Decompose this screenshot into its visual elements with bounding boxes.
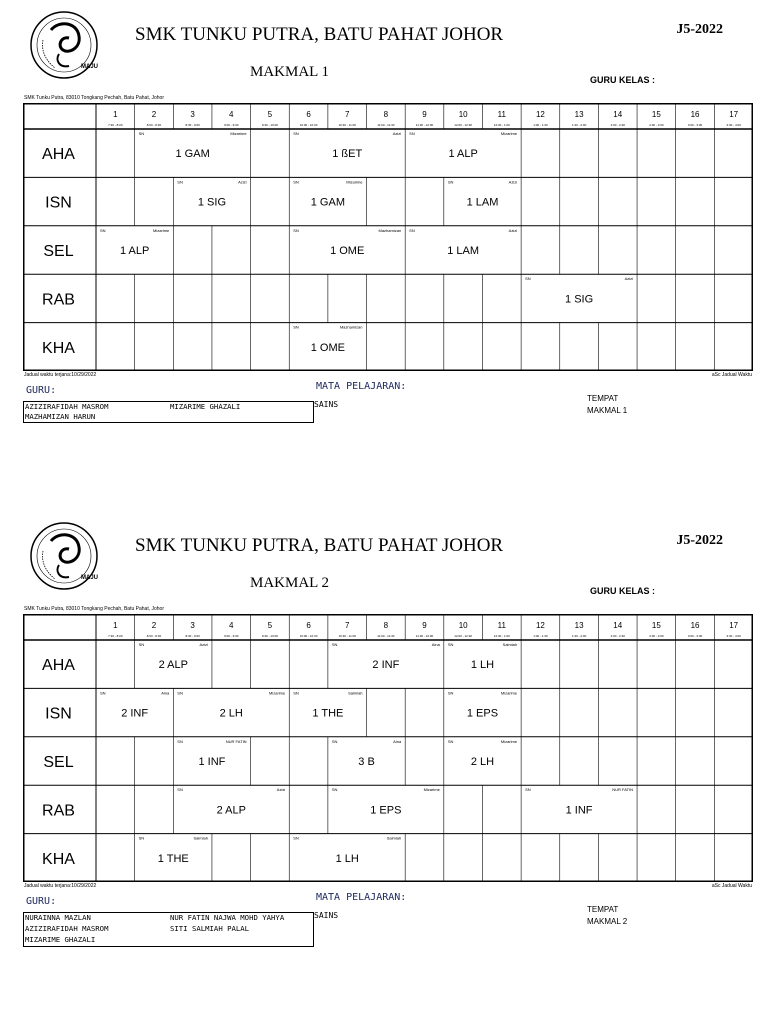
lesson-room-code: SN: [331, 642, 338, 647]
timetable-grid: [23, 614, 753, 882]
generated-date: Jadual waktu terjana:10/29/2022: [24, 372, 97, 378]
logo-text: MAJU: [81, 575, 99, 581]
day-label: AHA: [42, 657, 75, 675]
day-label: KHA: [42, 850, 75, 868]
period-time: 8:30 - 9:00: [185, 634, 200, 638]
period-time: 12:30 - 1:00: [493, 634, 510, 638]
lesson-class: 1 ALP: [119, 245, 150, 257]
period-number: 17: [729, 110, 739, 119]
guru-label: GURU:: [26, 896, 57, 907]
lesson-room-code: SN: [525, 276, 531, 282]
period-number: 12: [535, 621, 545, 630]
generated-date: Jadual waktu terjana:10/29/2022: [24, 883, 97, 889]
period-number: 15: [651, 621, 661, 630]
lesson-class: 1 SIG: [197, 196, 227, 209]
lesson-room-code: SN: [293, 179, 299, 185]
lesson-room-code: SN: [525, 787, 531, 793]
period-number: 1: [113, 110, 118, 119]
subject-name: SAINS: [314, 400, 339, 409]
period-number: 8: [383, 110, 389, 119]
period-number: 4: [229, 110, 234, 119]
school-name: SMK TUNKU PUTRA, BATU PAHAT JOHOR: [135, 24, 504, 45]
lesson-teacher: Salmiah: [502, 642, 518, 647]
timetable-code: J5-2022: [676, 22, 723, 37]
period-time: 3:00 - 3:30: [687, 634, 703, 638]
teacher-list: [23, 401, 314, 423]
period-number: 11: [497, 110, 506, 119]
period-number: 5: [267, 621, 273, 630]
period-time: 2:00 - 2:30: [610, 123, 625, 127]
lesson-room-code: SN: [177, 787, 183, 793]
period-time: 9:00 - 9:30: [224, 123, 239, 127]
lesson-teacher: Azizi: [276, 787, 286, 793]
software-credit: aSc Jadual Waktu: [711, 372, 752, 378]
period-number: 17: [729, 621, 739, 630]
period-time: 11:30 - 12:00: [415, 123, 434, 127]
lab-name: MAKMAL 1: [250, 64, 330, 80]
location-block: [587, 393, 627, 417]
subject-name: SAINS: [314, 911, 339, 920]
guru-label: GURU:: [26, 385, 57, 396]
lesson-room-code: SN: [177, 690, 183, 696]
lesson-teacher: Mizarime: [500, 131, 518, 136]
mata-pelajaran-label: MATA PELAJARAN:: [316, 381, 407, 392]
mata-pelajaran-label: MATA PELAJARAN:: [316, 892, 407, 903]
period-number: 3: [190, 621, 195, 630]
period-number: 4: [229, 621, 234, 630]
lesson-class: 1 THE: [312, 707, 344, 720]
lesson-room-code: SN: [331, 787, 338, 793]
school-logo-icon: [29, 521, 99, 591]
period-time: 11:00 - 11:30: [377, 634, 395, 638]
lesson-class: 1 LH: [335, 852, 359, 865]
day-label: RAB: [42, 802, 75, 820]
period-time: 12:00 - 12:30: [454, 634, 472, 638]
period-time: 7:30 - 8:00: [108, 634, 123, 638]
lesson-room-code: SN: [100, 227, 106, 233]
lesson-teacher: Salmiah: [193, 835, 208, 841]
lesson-room-code: SN: [177, 738, 183, 744]
school-logo-icon: [29, 10, 99, 80]
lesson-class: 1 LAM: [466, 196, 499, 209]
period-time: 2:00 - 2:30: [610, 634, 625, 638]
period-time: 8:30 - 9:00: [185, 123, 200, 127]
lesson-teacher: Mizarime: [423, 787, 440, 793]
period-number: 2: [151, 110, 157, 119]
period-number: 13: [574, 621, 584, 630]
lesson-room-code: SN: [293, 690, 299, 696]
period-time: 1:30 - 2:00: [571, 634, 587, 638]
day-label: ISN: [45, 705, 72, 723]
lesson-teacher: Salmiah: [386, 835, 402, 841]
period-number: 13: [574, 110, 584, 119]
period-time: 12:30 - 1:00: [493, 123, 510, 127]
guru-kelas-label: GURU KELAS :: [590, 586, 655, 596]
period-number: 6: [306, 621, 311, 630]
lesson-room-code: SN: [138, 131, 145, 136]
period-time: 3:30 - 4:00: [726, 634, 741, 638]
period-time: 8:00 - 8:30: [146, 634, 162, 638]
lesson-teacher: Azizi: [238, 179, 247, 185]
lesson-class: 1 ALP: [448, 148, 478, 161]
day-label: RAB: [42, 291, 75, 309]
software-credit: aSc Jadual Waktu: [711, 883, 752, 889]
lesson-room-code: SN: [138, 835, 145, 841]
lesson-teacher: Aina: [393, 738, 402, 744]
lesson-teacher: Azizi: [508, 179, 518, 185]
lesson-class: 2 LH: [470, 756, 495, 768]
day-label: AHA: [42, 146, 75, 164]
lesson-teacher: Mizarime: [346, 179, 363, 185]
period-number: 14: [613, 621, 623, 630]
lesson-teacher: Mizarime: [153, 227, 170, 233]
timetable-grid: [23, 103, 753, 371]
lesson-class: 1 INF: [565, 804, 593, 817]
lesson-room-code: SN: [293, 227, 299, 233]
period-number: 7: [344, 110, 350, 119]
lesson-teacher: Azizi: [508, 227, 518, 233]
teacher-name: MAZHAMIZAN HARUN: [25, 412, 96, 421]
lesson-class: 1 GAM: [310, 196, 345, 209]
day-label: SEL: [43, 243, 74, 260]
tempat-value: MAKMAL 2: [587, 917, 628, 926]
lesson-teacher: Mizarime: [230, 131, 247, 136]
teacher-list: [23, 912, 314, 947]
lab-name: MAKMAL 2: [250, 575, 330, 591]
lesson-room-code: SN: [409, 227, 415, 233]
lesson-room-code: SN: [293, 324, 299, 330]
lesson-room-code: SN: [409, 131, 415, 136]
period-number: 12: [535, 110, 545, 119]
lesson-class: 1 LH: [470, 659, 495, 672]
day-label: KHA: [42, 339, 75, 357]
period-time: 11:30 - 12:00: [415, 634, 434, 638]
period-time: 3:30 - 4:00: [726, 123, 741, 127]
period-number: 2: [151, 621, 157, 630]
teacher-name: NUR FATIN NAJWA MOHD YAHYA: [170, 913, 285, 922]
teacher-name: NURAINNA MAZLAN: [25, 913, 91, 922]
lesson-class: 2 ALP: [158, 659, 188, 672]
location-block: [587, 904, 627, 928]
period-number: 10: [458, 621, 468, 630]
period-time: 10:30 - 11:00: [338, 634, 356, 638]
period-time: 1:30 - 2:00: [571, 123, 587, 127]
period-number: 7: [344, 621, 350, 630]
period-time: 11:00 - 11:30: [377, 123, 395, 127]
lesson-class: 1 LAM: [447, 245, 480, 257]
lesson-teacher: Aina: [161, 690, 170, 696]
lesson-room-code: SN: [293, 131, 299, 136]
period-time: 9:30 - 10:00: [261, 634, 278, 638]
timetable-sheet-2: [0, 511, 768, 981]
lesson-class: 2 ALP: [216, 804, 246, 817]
lesson-teacher: Mazhamizan: [378, 227, 402, 233]
lesson-room-code: SN: [100, 690, 106, 696]
timetable-code: J5-2022: [676, 533, 723, 548]
period-time: 1:00 - 1:30: [533, 123, 548, 127]
lesson-class: 1 OME: [310, 341, 345, 354]
period-number: 10: [458, 110, 468, 119]
timetable-sheet-1: [0, 0, 768, 470]
period-time: 9:00 - 9:30: [224, 634, 239, 638]
lesson-teacher: Aina: [431, 642, 440, 647]
tempat-value: MAKMAL 1: [587, 406, 628, 415]
lesson-room-code: SN: [447, 738, 454, 744]
period-time: 2:30 - 3:00: [649, 123, 664, 127]
period-number: 5: [267, 110, 273, 119]
period-number: 9: [422, 621, 427, 630]
lesson-room-code: SN: [177, 179, 183, 185]
school-address: SMK Tunku Putra, 83010 Tongkang Pechah, Batu Pahat, Johor: [24, 606, 165, 612]
grid-border: [24, 615, 753, 882]
period-number: 6: [306, 110, 311, 119]
tempat-label: TEMPAT: [587, 394, 619, 403]
period-number: 3: [190, 110, 195, 119]
lesson-class: 1 EPS: [466, 707, 499, 720]
lesson-class: 1 THE: [157, 852, 189, 865]
period-time: 2:30 - 3:00: [649, 634, 664, 638]
period-time: 1:00 - 1:30: [533, 634, 548, 638]
teacher-name: AZIZIRAFIDAH MASROM: [25, 924, 109, 933]
lesson-teacher: NUR FATIN: [225, 738, 247, 744]
period-number: 9: [422, 110, 427, 119]
lesson-class: 1 SIG: [565, 293, 594, 306]
period-time: 3:00 - 3:30: [687, 123, 703, 127]
lesson-teacher: Azizi: [392, 131, 402, 136]
lesson-class: 2 LH: [219, 707, 243, 720]
period-number: 14: [613, 110, 623, 119]
day-label: SEL: [43, 754, 74, 771]
teacher-name: MIZARIME GHAZALI: [170, 402, 241, 411]
period-time: 10:30 - 11:00: [338, 123, 356, 127]
lesson-teacher: Salmiah: [348, 690, 363, 696]
teacher-name: AZIZIRAFIDAH MASROM: [25, 402, 109, 411]
lesson-teacher: Mazhamizan: [339, 324, 363, 330]
day-label: ISN: [45, 194, 72, 212]
school-name: SMK TUNKU PUTRA, BATU PAHAT JOHOR: [135, 535, 504, 556]
period-number: 15: [651, 110, 661, 119]
lesson-room-code: SN: [447, 642, 454, 647]
lesson-class: 1 ßET: [332, 148, 363, 161]
period-number: 1: [113, 621, 118, 630]
lesson-class: 1 OME: [330, 245, 365, 257]
lesson-class: 1 GAM: [175, 148, 210, 161]
period-time: 7:30 - 8:00: [108, 123, 123, 127]
lesson-class: 2 INF: [372, 659, 400, 672]
lesson-room-code: SN: [293, 835, 299, 841]
period-time: 8:00 - 8:30: [146, 123, 162, 127]
lesson-teacher: Mizarime: [269, 690, 286, 696]
grid-border: [24, 104, 753, 371]
guru-kelas-label: GURU KELAS :: [590, 75, 655, 85]
logo-text: MAJU: [81, 64, 99, 70]
lesson-teacher: Azizi: [199, 642, 208, 647]
tempat-label: TEMPAT: [587, 905, 619, 914]
period-number: 16: [690, 110, 700, 119]
lesson-teacher: NUR FATIN: [612, 787, 634, 793]
lesson-class: 2 INF: [121, 707, 149, 720]
lesson-room-code: SN: [331, 738, 338, 744]
lesson-teacher: Mizarime: [500, 738, 518, 744]
lesson-class: 1 EPS: [370, 804, 402, 817]
period-time: 10:00 - 10:30: [299, 634, 318, 638]
period-time: 10:00 - 10:30: [299, 123, 318, 127]
period-time: 9:30 - 10:00: [261, 123, 278, 127]
teacher-name: SITI SALMIAH PALAL: [170, 924, 250, 933]
school-address: SMK Tunku Putra, 83010 Tongkang Pechah, Batu Pahat, Johor: [24, 95, 165, 101]
lesson-room-code: SN: [138, 642, 145, 647]
teacher-name: MIZARIME GHAZALI: [25, 935, 96, 944]
lesson-room-code: SN: [447, 179, 454, 185]
period-number: 11: [497, 621, 506, 630]
lesson-teacher: Azizi: [624, 276, 634, 282]
period-number: 8: [383, 621, 389, 630]
period-number: 16: [690, 621, 700, 630]
lesson-class: 1 INF: [198, 756, 226, 768]
lesson-teacher: Mizarime: [500, 690, 518, 696]
lesson-class: 3 B: [358, 756, 375, 768]
lesson-room-code: SN: [447, 690, 454, 696]
period-time: 12:00 - 12:30: [454, 123, 472, 127]
